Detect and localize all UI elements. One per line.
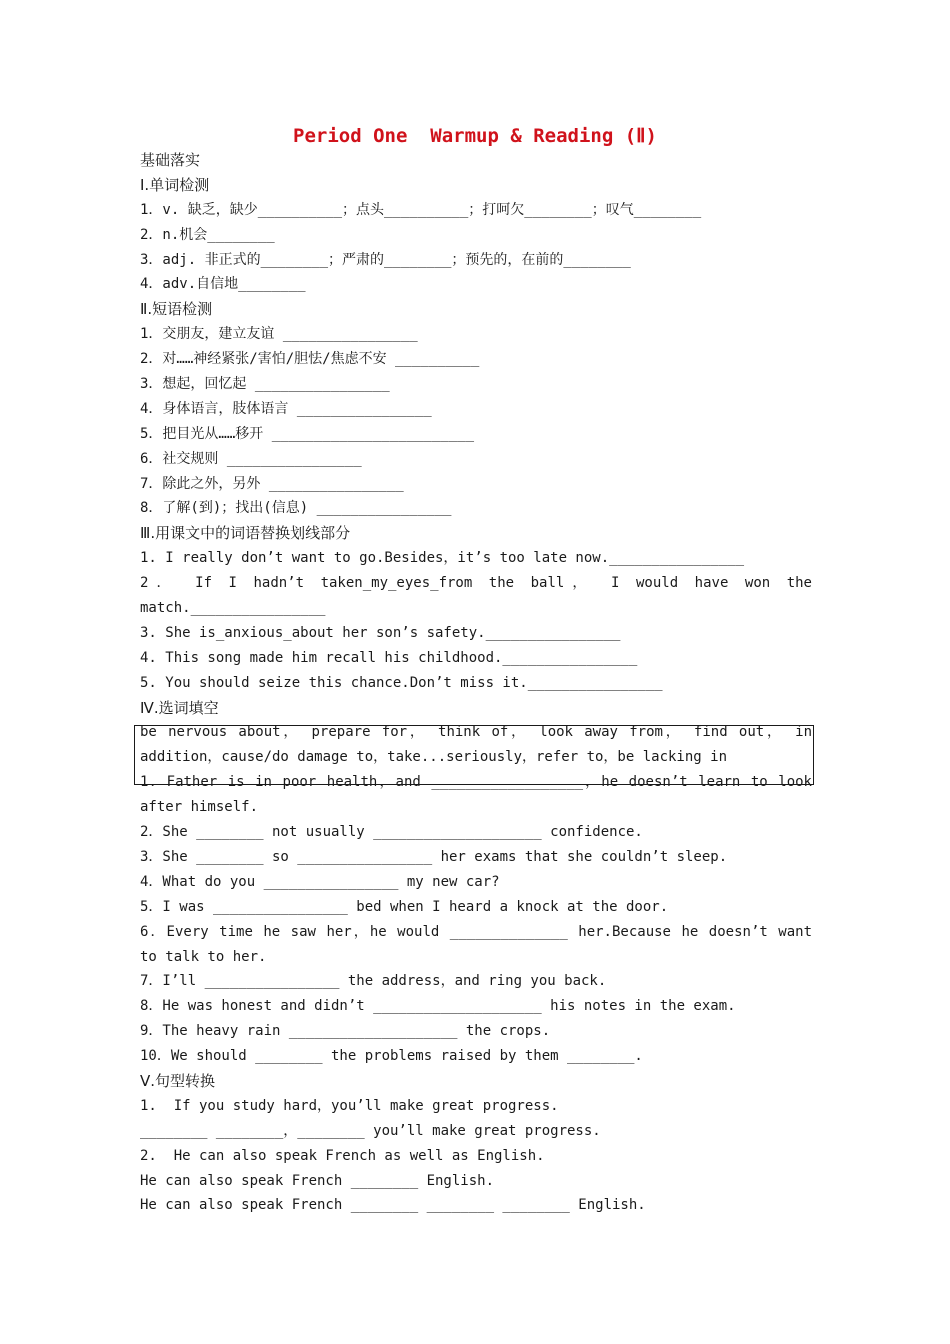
- text-line: match.________________: [140, 600, 326, 617]
- text-line: 1．Father is in poor health，and __________________，he doesn’t learn to look: [140, 774, 812, 791]
- text-line: 4. This song made him recall his childhood.________________: [140, 649, 638, 666]
- text-line: Ⅲ.用课文中的词语替换划线部分: [140, 524, 351, 543]
- text-line: 7．除此之外，另外 ________________: [140, 475, 404, 492]
- text-line: 2. He can also speak French as well as English.: [140, 1147, 545, 1164]
- text-line: 4．身体语言，肢体语言 ________________: [140, 400, 432, 417]
- worksheet-content: [140, 148, 812, 1218]
- text-line: 6．社交规则 ________________: [140, 450, 362, 467]
- text-line: 3. She is_anxious_about her son’s safety.________________: [140, 624, 621, 641]
- text-line: 3．想起，回忆起 ________________: [140, 376, 390, 393]
- text-line: 1．交朋友，建立友谊 ________________: [140, 326, 418, 343]
- text-line: 1. I really don’t want to go.Besides，it’s too late now.________________: [140, 550, 745, 567]
- text-line: 1．v. 缺乏，缺少__________；点头__________；打呵欠________；叹气________: [140, 201, 702, 218]
- text-line: 2．She ________ not usually ____________________ confidence.: [140, 824, 643, 841]
- text-line: 基础落实: [140, 151, 201, 169]
- text-line: 3．She ________ so ________________ her exams that she couldn’t sleep.: [140, 848, 728, 865]
- text-line: 9．The heavy rain ____________________ the crops.: [140, 1023, 551, 1040]
- text-line: Ⅴ.句型转换: [140, 1071, 216, 1090]
- text-line: 7．I’ll ________________ the address，and ring you back.: [140, 973, 607, 990]
- text-line: ________ ________，________ you’ll make great progress.: [140, 1122, 601, 1139]
- text-line: He can also speak French ________ ________ ________ English.: [140, 1197, 646, 1214]
- text-line: Ⅱ.短语检测: [140, 300, 213, 319]
- text-line: 5. You should seize this chance.Don’t miss it.________________: [140, 674, 663, 691]
- text-line: 10．We should ________ the problems raised by them ________.: [140, 1048, 643, 1065]
- text-line: 2．对……神经紧张/害怕/胆怯/焦虑不安 __________: [140, 351, 480, 368]
- text-line: Ⅰ.单词检测: [140, 175, 210, 194]
- text-line: 1. If you study hard，you’ll make great progress.: [140, 1097, 559, 1114]
- text-line: to talk to her.: [140, 948, 267, 965]
- text-line: Ⅳ.选词填空: [140, 698, 219, 717]
- text-line: 8．了解(到)；找出(信息) ________________: [140, 500, 452, 517]
- text-line: 4．adv.自信地________: [140, 276, 306, 293]
- text-line: 6．Every time he saw her，he would ______________ her.Because he doesn’t want: [140, 923, 812, 940]
- text-line: 2． If I hadn’t taken_my_eyes_from the ball， I would have won the: [140, 575, 812, 592]
- text-line: after himself.: [140, 799, 259, 816]
- text-line: 3．adj. 非正式的________；严肃的________；预先的，在前的________: [140, 251, 631, 268]
- text-line: addition，cause/do damage to，take...seriously，refer to，be lacking in: [140, 749, 728, 766]
- text-line: 2．n.机会________: [140, 226, 275, 243]
- text-line: 5．I was ________________ bed when I heard a knock at the door.: [140, 898, 669, 915]
- page-title: Period One Warmup & Reading (Ⅱ): [293, 125, 657, 147]
- text-line: be nervous about， prepare for， think of， look away from， find out， in: [140, 724, 812, 741]
- text-line: 8．He was honest and didn’t ____________________ his notes in the exam.: [140, 998, 736, 1015]
- text-line: 5．把目光从……移开 ________________________: [140, 425, 475, 442]
- text-line: 4．What do you ________________ my new car?: [140, 873, 500, 890]
- text-line: He can also speak French ________ English.: [140, 1172, 495, 1189]
